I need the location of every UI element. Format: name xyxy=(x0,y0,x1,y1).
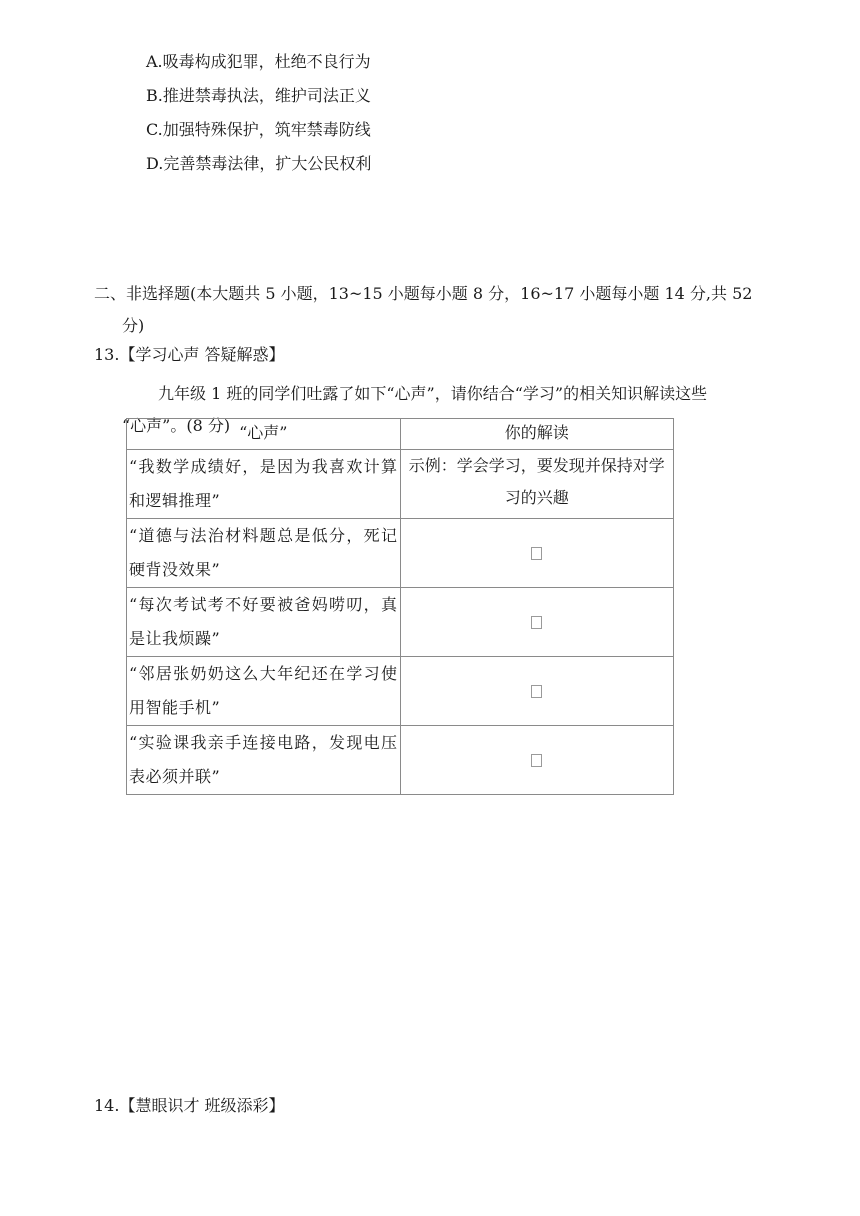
question-13-intro-line2: “心声”。(8 分) xyxy=(122,416,231,435)
answer-cell[interactable] xyxy=(400,588,674,657)
option-b: B.推进禁毒执法，维护司法正义 xyxy=(146,86,371,105)
answer-cell[interactable] xyxy=(400,726,674,795)
voice-cell: “每次考试考不好要被爸妈唠叨，真是让我烦躁” xyxy=(127,588,401,657)
table-row xyxy=(127,450,674,519)
voice-cell: “道德与法治材料题总是低分，死记硬背没效果” xyxy=(127,519,401,588)
question-13-title: 13.【学习心声 答疑解惑】 xyxy=(94,345,285,364)
voices-table xyxy=(126,418,674,795)
answer-cell[interactable] xyxy=(400,657,674,726)
voice-cell: “我数学成绩好，是因为我喜欢计算和逻辑推理” xyxy=(127,450,401,519)
option-a: A.吸毒构成犯罪，杜绝不良行为 xyxy=(146,52,371,71)
blank-box-icon xyxy=(531,547,542,560)
voice-cell: “邻居张奶奶这么大年纪还在学习使用智能手机” xyxy=(127,657,401,726)
voice-cell: “实验课我亲手连接电路，发现电压表必须并联” xyxy=(127,726,401,795)
question-13-intro-line1: 九年级 1 班的同学们吐露了如下“心声”，请你结合“学习”的相关知识解读这些 xyxy=(158,384,708,403)
answer-cell: 示例：学会学习，要发现并保持对学习的兴趣 xyxy=(400,450,674,519)
blank-box-icon xyxy=(531,685,542,698)
section-heading-line2: 分) xyxy=(122,316,145,335)
question-14-title: 14.【慧眼识才 班级添彩】 xyxy=(94,1096,285,1115)
section-heading xyxy=(94,278,764,342)
option-d: D.完善禁毒法律，扩大公民权利 xyxy=(146,154,372,173)
blank-box-icon xyxy=(531,754,542,767)
option-c: C.加强特殊保护，筑牢禁毒防线 xyxy=(146,120,371,139)
table-row xyxy=(127,519,674,588)
table-row xyxy=(127,726,674,795)
blank-box-icon xyxy=(531,616,542,629)
section-heading-line1: 二、非选择题(本大题共 5 小题，13~15 小题每小题 8 分，16~17 小题每小题 14 分,共 52 xyxy=(94,284,753,303)
table-header-row xyxy=(127,419,674,450)
answer-cell[interactable] xyxy=(400,519,674,588)
header-interpretation: 你的解读 xyxy=(400,419,674,450)
table-row xyxy=(127,588,674,657)
header-voice: “心声” xyxy=(127,419,401,450)
table-row xyxy=(127,657,674,726)
